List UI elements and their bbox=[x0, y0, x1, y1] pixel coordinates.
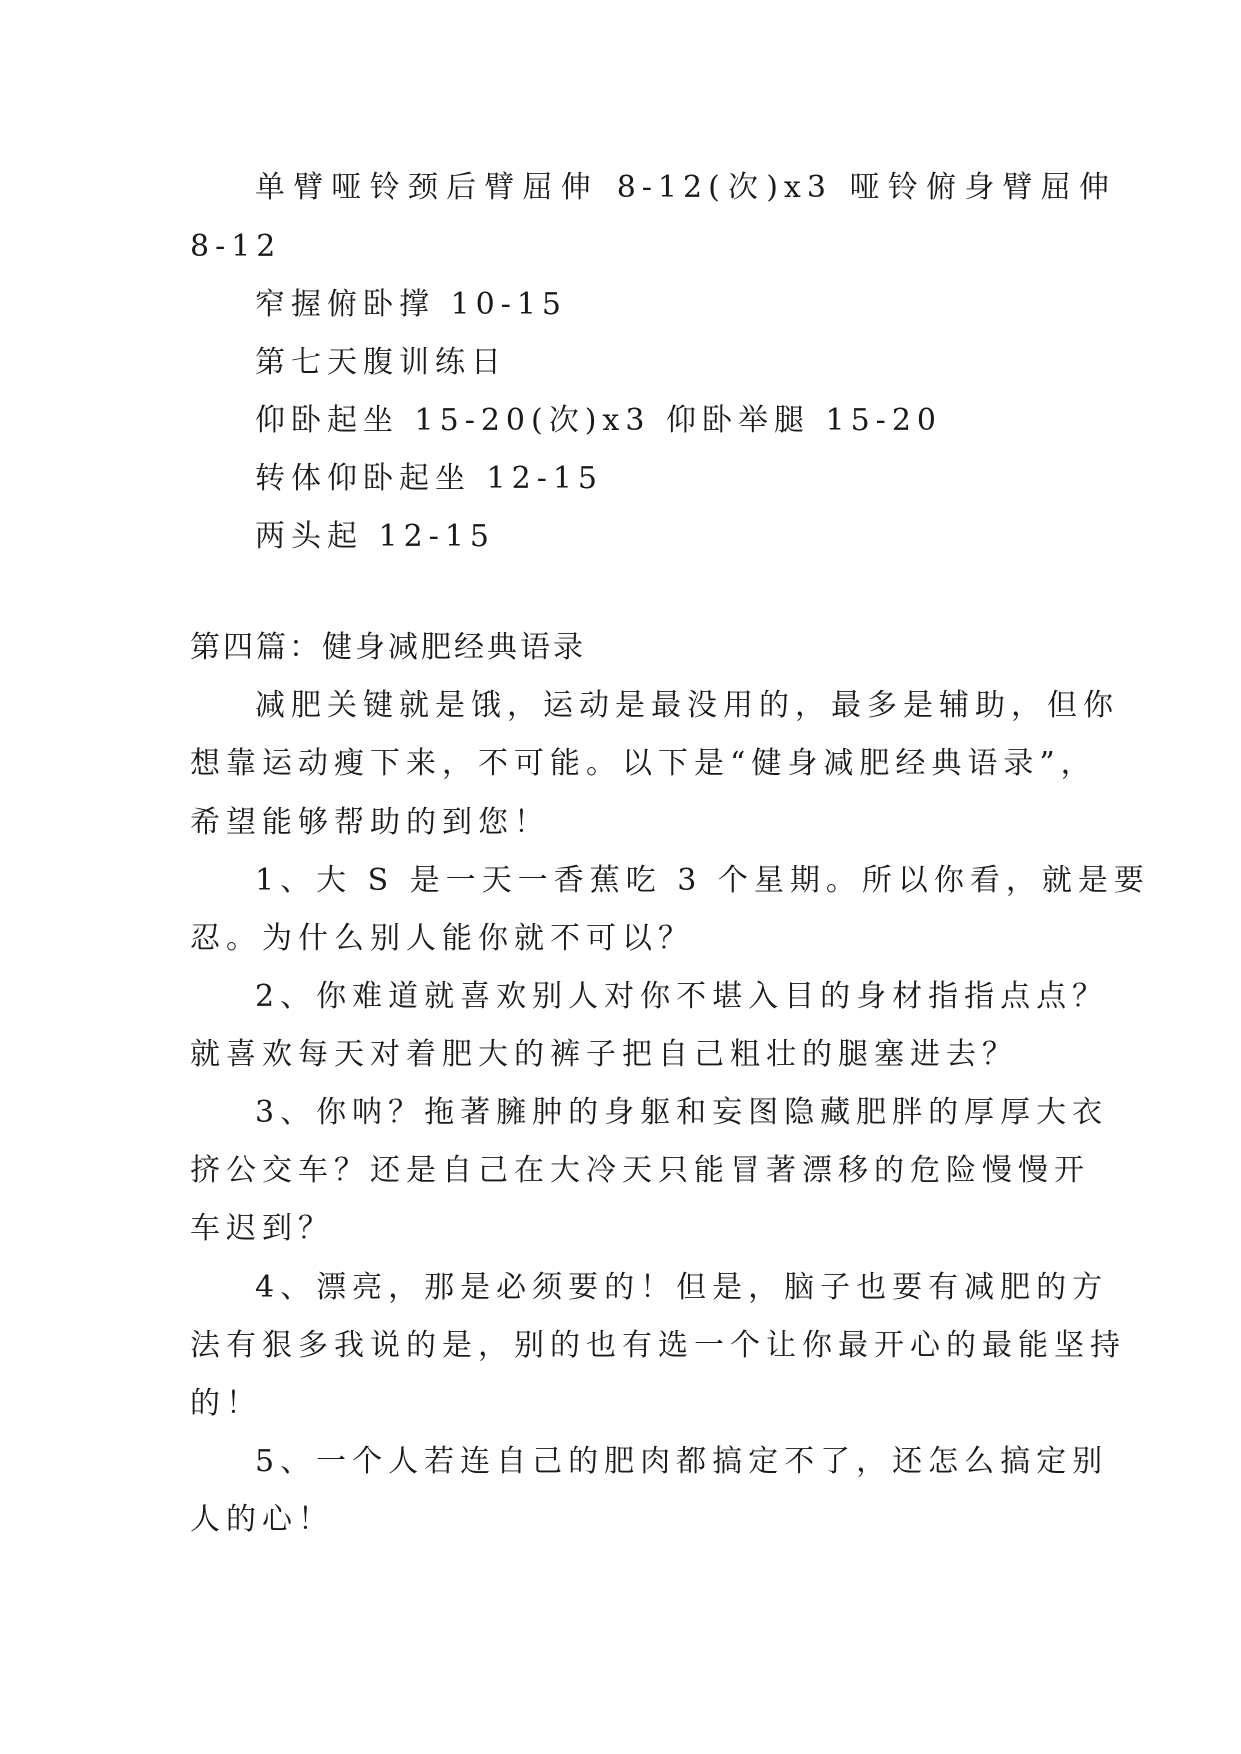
quote-5-line-2: 人的心！ bbox=[190, 1502, 334, 1537]
workout-line-3: 窄握俯卧撑 10-15 bbox=[255, 287, 568, 322]
workout-line-5: 转体仰卧起坐 12-15 bbox=[255, 461, 604, 496]
quote-4-line-2: 法有狠多我说的是，别的也有选一个让你最开心的最能坚持 bbox=[190, 1328, 1126, 1363]
quote-2-line-1: 2、你难道就喜欢别人对你不堪入目的身材指指点点？ bbox=[255, 979, 1109, 1014]
workout-line-2: 8-12 bbox=[190, 229, 282, 264]
workout-line-6: 两头起 12-15 bbox=[255, 519, 496, 554]
workout-line-4: 仰卧起坐 15-20(次)x3 仰卧举腿 15-20 bbox=[255, 403, 942, 438]
quote-5-line-1: 5、一个人若连自己的肥肉都搞定不了，还怎么搞定别 bbox=[255, 1444, 1109, 1479]
quote-1-line-1: 1、大 S 是一天一香蕉吃 3 个星期。所以你看，就是要 bbox=[255, 863, 1150, 898]
quote-4-line-3: 的！ bbox=[190, 1386, 262, 1421]
intro-line-3: 希望能够帮助的到您！ bbox=[190, 805, 550, 840]
quote-1-line-2: 忍。为什么别人能你就不可以？ bbox=[190, 921, 694, 956]
quote-3-line-3: 车迟到？ bbox=[190, 1211, 334, 1246]
intro-line-1: 减肥关键就是饿，运动是最没用的，最多是辅助，但你 bbox=[255, 688, 1119, 723]
quote-3-line-1: 3、你呐？拖著臃肿的身躯和妄图隐藏肥胖的厚厚大衣 bbox=[255, 1095, 1109, 1130]
section-heading: 第四篇：健身减肥经典语录 bbox=[190, 630, 586, 665]
quote-4-line-1: 4、漂亮，那是必须要的！但是，脑子也要有减肥的方 bbox=[255, 1270, 1109, 1305]
quote-2-line-2: 就喜欢每天对着肥大的裤子把自己粗壮的腿塞进去？ bbox=[190, 1037, 1018, 1072]
quote-3-line-2: 挤公交车？还是自己在大冷天只能冒著漂移的危险慢慢开 bbox=[190, 1153, 1090, 1188]
intro-line-2: 想靠运动瘦下来，不可能。以下是“健身减肥经典语录”， bbox=[190, 746, 1097, 781]
day7-title: 第七天腹训练日 bbox=[255, 345, 507, 380]
workout-line-1: 单臂哑铃颈后臂屈伸 8-12(次)x3 哑铃俯身臂屈伸 bbox=[255, 170, 1115, 205]
